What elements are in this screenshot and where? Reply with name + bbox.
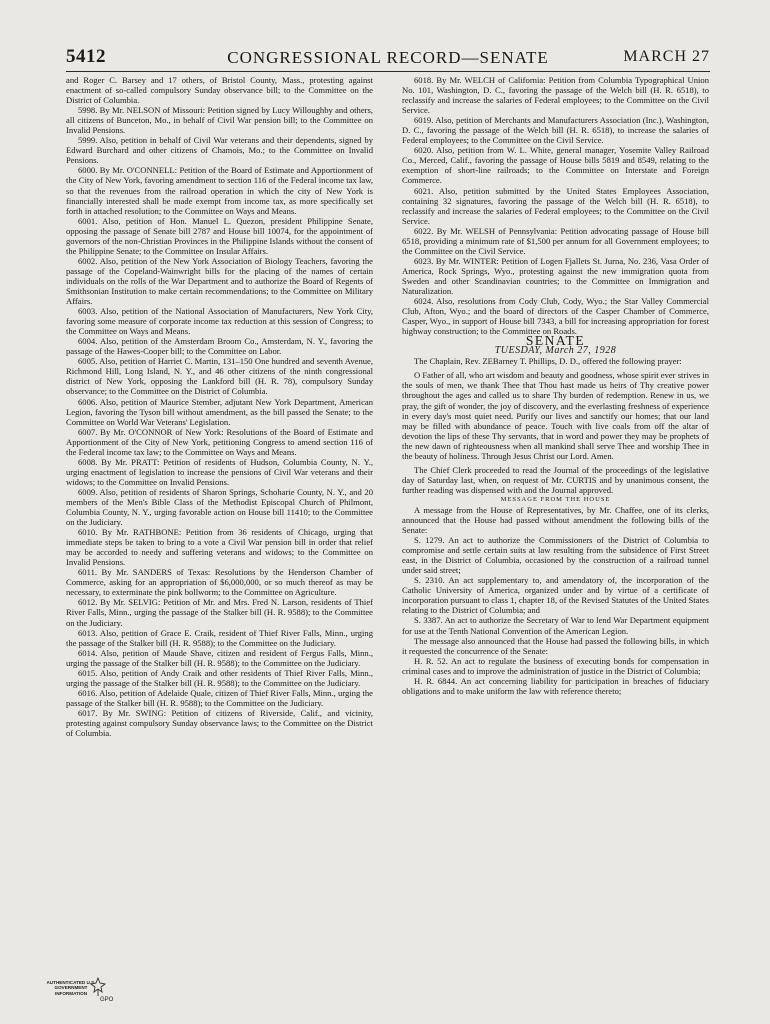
paragraph: and Roger C. Barsey and 17 others, of Bristol County, Mass., protesting against enactment of so-called compulsory Sunday observance bill; to the Committee on the District of Columbia. — [66, 75, 373, 106]
paragraph: H. R. 6844. An act concerning liability for participation in breaches of fiduciary obligations and to make uniform the law with reference thereto; — [402, 675, 709, 696]
paragraph: 6014. Also, petition of Maude Shave, citizen and resident of Fergus Falls, Minn., urging the passage of the Stalker bill (H. R. 9588); to the Committee on the Judiciary. — [66, 647, 373, 668]
paragraph: 6005. Also, petition of Harriet C. Martin, 131–150 One hundred and seventh Avenue, Richmond Hill, Long Island, N. Y., and 46 other citizens of the ninth congressional district of New York, opposing the Lankford bill (H. R. 78), compulsory Sunday observance; to the Committee on the District of Columbia. — [66, 356, 373, 397]
chaplain-intro: The Chaplain, Rev. ZEBarney T. Phillips, D. D., offered the following prayer: — [414, 356, 682, 367]
paragraph: 5999. Also, petition in behalf of Civil War veterans and their dependents, signed by Edward Burchard and other citizens of Chamois, Mo.; to the Committee on Invalid Pensions. — [66, 135, 373, 166]
paragraph: 6009. Also, petition of residents of Sharon Springs, Schoharie County, N. Y., and 20 members of the Men's Bible Class of the Methodist Episcopal Church of Philmont, Columbia County, N. Y., urging favorable action on House bill 11410; to the Committee on the Judiciary. — [66, 486, 373, 528]
paragraph: 6023. By Mr. WINTER: Petition of Logen Fjallets St. Jurna, No. 236, Vasa Order of America, Rock Springs, Wyo., protesting against the new immigration quota from Sweden and other Scandinavian countries; to the Committee on Immigration and Naturalization. — [402, 255, 709, 296]
paragraph: 6010. By Mr. RATHBONE: Petition from 36 residents of Chicago, urging that immediate steps be taken to bring to a vote a Civil War pension bill in order that relief may be accorded to needy and suffering veterans and widows; to the Committee on Invalid Pensions. — [66, 527, 373, 568]
eagle-seal-icon — [90, 977, 106, 997]
header-rule — [66, 71, 710, 72]
gpo-authentication-logo — [40, 975, 114, 1015]
paragraph: S. 2310. An act supplementary to, and amendatory of, the incorporation of the Catholic University of America, organized under and by virtue of a certificate of incorporation pursuant to class 1, chapter 18, of the Revised Statutes of the United States relating to the District of Columbia; and — [402, 575, 709, 616]
paragraph: 6015. Also, petition of Andy Craik and other residents of Thief River Falls, Minn., urging the passage of the Stalker bill (H. R. 9588); to the Committee on the Judiciary. — [66, 667, 373, 688]
page-number: 5412 — [66, 46, 106, 67]
paragraph: S. 1279. An act to authorize the Commissioners of the District of Columbia to compromise and settle certain suits at law resulting from the subsidence of First Street east, in the District of Columbia, occasioned by the construction of a railroad tunnel under said street; — [402, 535, 709, 576]
paragraph: 6021. Also, petition submitted by the United States Employees Association, containing 32 signatures, favoring the passage of the Welch bill (H. R. 6518), to reclassify and increase the salaries of Federal employees; to the Committee on the Civil Service. — [402, 185, 709, 226]
paragraph: 6016. Also, petition of Adelaide Quale, citizen of Thief River Falls, Minn., urging the passage of the Stalker bill (H. R. 9588); to the Committee on the Judiciary. — [66, 687, 373, 708]
left-column — [66, 75, 373, 738]
paragraph: 6008. By Mr. PRATT: Petition of residents of Hudson, Columbia County, N. Y., urging enactment of legislation to increase the pensions of Civil War veterans and their widows; to the Committee on Invalid Pensions. — [66, 456, 373, 487]
message-heading: MESSAGE FROM THE HOUSE — [500, 495, 611, 503]
paragraph: 6018. By Mr. WELCH of California: Petition from Columbia Typographical Union No. 101, Washington, D. C., favoring the passage of the Welch bill (H. R. 6518), to reclassify and increase the salaries of Federal employees; to the Committee on the Civil Service. — [402, 75, 709, 116]
paragraph: 6024. Also, resolutions from Cody Club, Cody, Wyo.; the Star Valley Commercial Club, Afton, Wyo.; and the board of directors of the Casper Chamber of Commerce, Casper, Wyo., in support of House bill 7343, a bill for increasing appropriation for forest highway construction; to the Committee on Roads. — [402, 296, 709, 337]
paragraph: 6000. By Mr. O'CONNELL: Petition of the Board of Estimate and Apportionment of the City of New York, favoring amendment to section 116 of the Federal income tax law, so that the revenues from the railroad operation in which the city of New York is financially interested shall be made exempt from income tax, as more specifically set forth in attached resolution; to the Committee on Ways and Means. — [66, 165, 373, 216]
logo-gpo: GPO — [100, 997, 114, 1003]
right-column — [402, 75, 709, 696]
logo-text: AUTHENTICATED U.S. GOVERNMENT INFORMATION — [46, 980, 96, 996]
paragraph: S. 3387. An act to authorize the Secretary of War to lend War Department equipment for use at the Tenth National Convention of the American Legion. — [402, 615, 709, 636]
header-date: MARCH 27 — [623, 48, 710, 65]
paragraph: 6004. Also, petition of the Amsterdam Broom Co., Amsterdam, N. Y., favoring the passage of the Hawes-Cooper bill; to the Committee on Labor. — [66, 336, 373, 357]
paragraph: 6011. By Mr. SANDERS of Texas: Resolutions by the Henderson Chamber of Commerce, asking for an appropriation of $6,000,000, or so much thereof as may be necessary, to exterminate the pink bollworm; to the Committee on Agriculture. — [66, 567, 373, 598]
session-date: TUESDAY, March 27, 1928 — [494, 345, 617, 357]
paragraph: 6006. Also, petition of Maurice Stember, adjutant New York Department, American Legion, favoring the Tyson bill without amendment, as the bill passed the Senate; to the Committee on World War Veterans' Legislation. — [66, 396, 373, 427]
paragraph: 6012. By Mr. SELVIG: Petition of Mr. and Mrs. Fred N. Larson, residents of Thief River Falls, Minn., urging the passage of the Stalker bill (H. R. 9588); to the Committee on the Judiciary. — [66, 597, 373, 628]
paragraph: 6013. Also, petition of Grace E. Craik, resident of Thief River Falls, Minn., urging the passage of the Stalker bill (H. R. 9588); to the Committee on the Judiciary. — [66, 627, 373, 648]
prayer-text: O Father of all, who art wisdom and beauty and goodness, whose spirit ever strives in the souls of men, we thank Thee that Thou hast made us heirs of Thy creative power throughout the ages and called us to share Thy burden of redemption. Renew in us, we pray, the gift of wonder, the joy of discovery, and the everlasting freshness of experience in every day's most quiet need. Purify our lives and sanctify our homes; that our land may be filled with abundance of peace. Touch with live coals from off the altar of devotion the lips of these Thy servants, that in word and power they may be prophets of the new dawn of righteousness when all mankind shall serve Thee and worship Thee in the beauty of holiness. Through Jesus Christ our Lord. Amen. — [402, 370, 709, 461]
publication-title: CONGRESSIONAL RECORD—SENATE — [227, 48, 549, 67]
paragraph: 6022. By Mr. WELSH of Pennsylvania: Petition advocating passage of House bill 6518, providing a minimum rate of $1,500 per annum for all Government employees; to the Committee on the Civil Service. — [402, 225, 709, 256]
petitions-continued — [402, 75, 709, 336]
page-header — [66, 46, 710, 72]
senate-heading: SENATE — [525, 333, 586, 349]
paragraph: 6003. Also, petition of the National Association of Manufacturers, New York City, favoring some measure of corporate income tax reduction at this session of Congress; to the Committee on Ways and Means. — [66, 306, 373, 337]
paragraph: 6020. Also, petition from W. L. White, general manager, Yosemite Valley Railroad Co., Merced, Calif., favoring the passage of House bills 5819 and 8549, relating to the exemption of short-line railroads; to the Committee on Interstate and Foreign Commerce. — [402, 145, 709, 186]
paragraph: 6019. Also, petition of Merchants and Manufacturers Association (Inc.), Washington, D. C., favoring the passage of the Welch bill (H. R. 6518), to increase the salaries of Federal employees; to the Committee on the Civil Service. — [402, 115, 709, 146]
paragraph: 6002. Also, petition of the New York Association of Biology Teachers, favoring the passage of the Copeland-Wainwright bills for the placing of the names of certain individuals on the rolls of the War Department and to authorize the Board of Regents of Smithsonian Institution to make certain recommendations; to the Committee on Military Affairs. — [66, 255, 373, 307]
paragraph: 6007. By Mr. O'CONNOR of New York: Resolutions of the Board of Estimate and Apportionment of the City of New York, petitioning Congress to amend section 116 of the Federal income tax law; to the Committee on Ways and Means. — [66, 426, 373, 457]
paragraph: The message also announced that the House had passed the following bills, in which it requested the concurrence of the Senate: — [402, 635, 709, 656]
journal-paragraph: The Chief Clerk proceeded to read the Journal of the proceedings of the legislative day of Saturday last, when, on request of Mr. CURTIS and by unanimous consent, the further reading was dispensed with and the Journal approved. — [402, 464, 709, 495]
paragraph: 6001. Also, petition of Hon. Manuel L. Quezon, president Philippine Senate, opposing the passage of Senate bill 2787 and House bill 10074, for the appointment of governors of the non-Christian Provinces in the Philippine Islands without the consent of the Philippine Senate; to the Committee on Insular Affairs. — [66, 215, 373, 256]
message-from-house — [402, 505, 709, 696]
paragraph: A message from the House of Representatives, by Mr. Chaffee, one of its clerks, announced that the House had passed without amendment the following bills of the Senate: — [402, 504, 709, 536]
paragraph: 6017. By Mr. SWING: Petition of citizens of Riverside, Calif., and vicinity, protesting against compulsory Sunday observance laws; to the Committee on the District of Columbia. — [66, 707, 373, 739]
paragraph: H. R. 52. An act to regulate the business of executing bonds for compensation in criminal cases and to improve the administration of justice in the District of Columbia; — [402, 655, 709, 676]
paragraph: 5998. By Mr. NELSON of Missouri: Petition signed by Lucy Willoughby and others, all citizens of Bunceton, Mo., in behalf of Civil War pension bill; to the Committee on Invalid Pensions. — [66, 105, 373, 136]
